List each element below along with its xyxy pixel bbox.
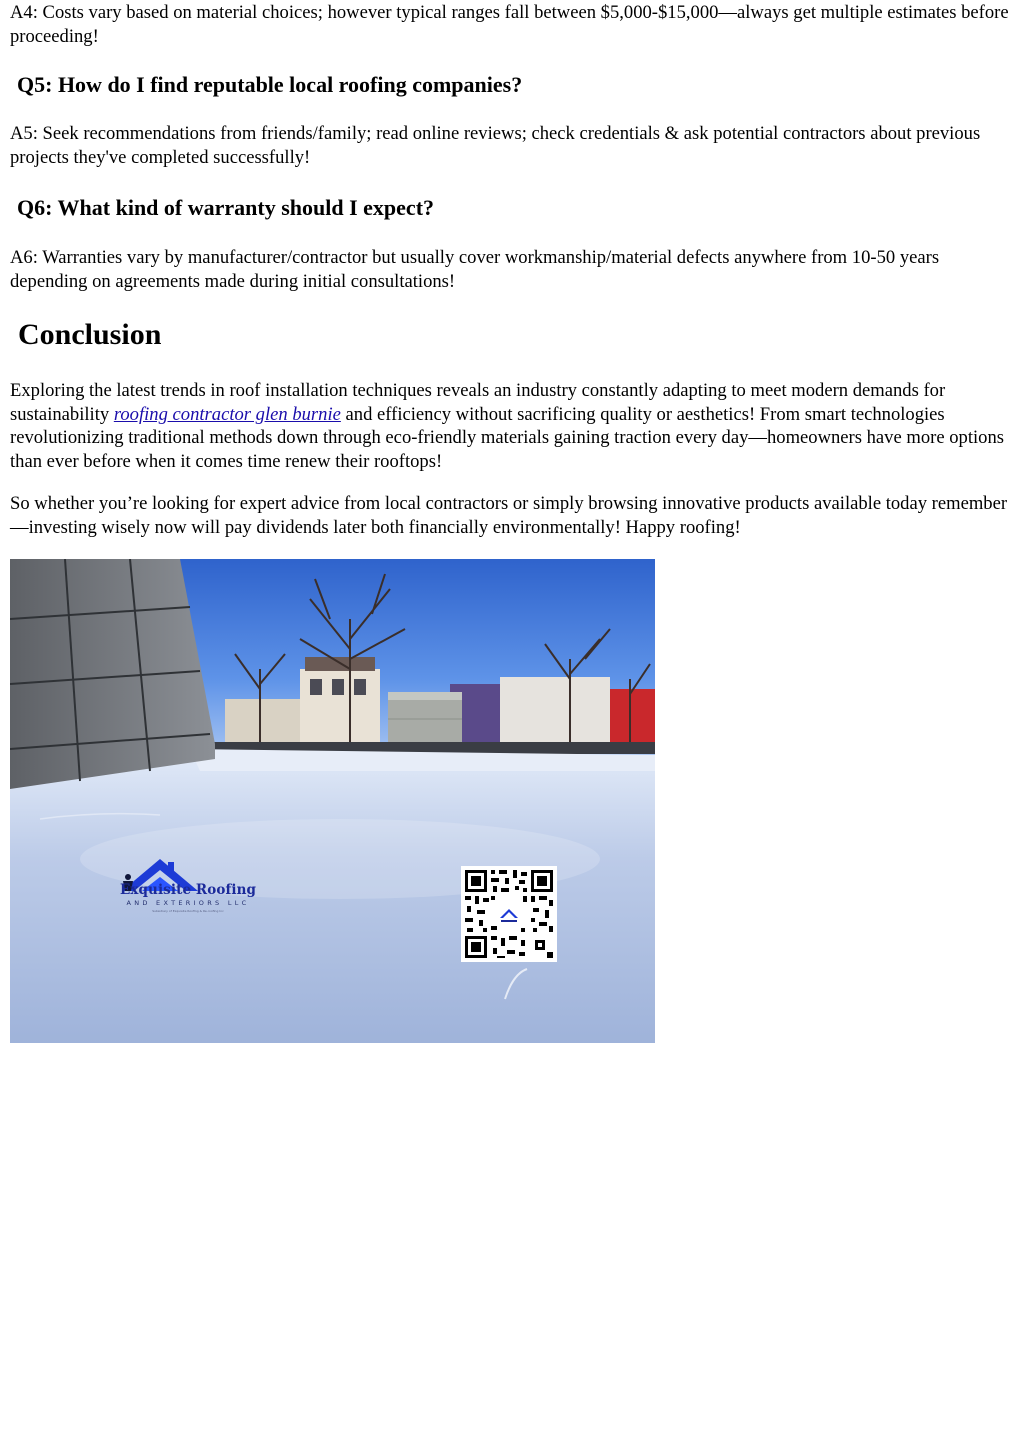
conclusion-paragraph-1 xyxy=(10,379,1014,473)
answer-a4: A4: Costs vary based on material choices; however typical ranges fall between $5,000-$15,000—always get multiple estimates before proceeding! xyxy=(10,2,1009,47)
roof-photo xyxy=(10,559,655,1043)
conclusion-heading: Conclusion xyxy=(18,318,162,351)
logo-company-subtitle: AND EXTERIORS LLC xyxy=(126,899,250,907)
qr-code-icon xyxy=(461,866,557,962)
answer-a6: A6: Warranties vary by manufacturer/contractor but usually cover workmanship/material defects anywhere from 10-50 years depending on agreements made during initial consultations! xyxy=(10,247,940,292)
conclusion-text-before-link: Exploring the latest trends in roof installation techniques reveals an industry constantly adapting to meet modern demands for sustainability xyxy=(10,380,946,425)
logo-company-name: Exquisite Roofing xyxy=(119,882,257,898)
answer-a5: A5: Seek recommendations from friends/family; read online reviews; check credentials & ask potential contractors about previous projects they've completed successfully! xyxy=(10,123,981,168)
question-q5: Q5: How do I find reputable local roofing companies? xyxy=(17,72,523,97)
conclusion-text-after-link: and efficiency without sacrificing quality or aesthetics! From smart technologies revolutionizing traditional methods down through eco-friendly materials gaining traction every day—homeowners have more options than ever before when it comes time renew their rooftops! xyxy=(10,403,1004,472)
roofing-contractor-link[interactable]: roofing contractor glen burnie xyxy=(113,403,341,425)
company-logo xyxy=(118,884,258,913)
conclusion-paragraph-2: So whether you’re looking for expert advice from local contractors or simply browsing innovative products available today remember—investing wisely now will pay dividends later both financially environmentally! Happy roofing! xyxy=(10,493,1008,538)
logo-fine-print: Subsidiary of Exquisite Roofing & Re-roofing Inc xyxy=(152,909,224,913)
roof-scene-illustration xyxy=(10,559,655,1043)
question-q6: Q6: What kind of warranty should I expect? xyxy=(17,195,435,220)
qr-code xyxy=(461,866,557,962)
